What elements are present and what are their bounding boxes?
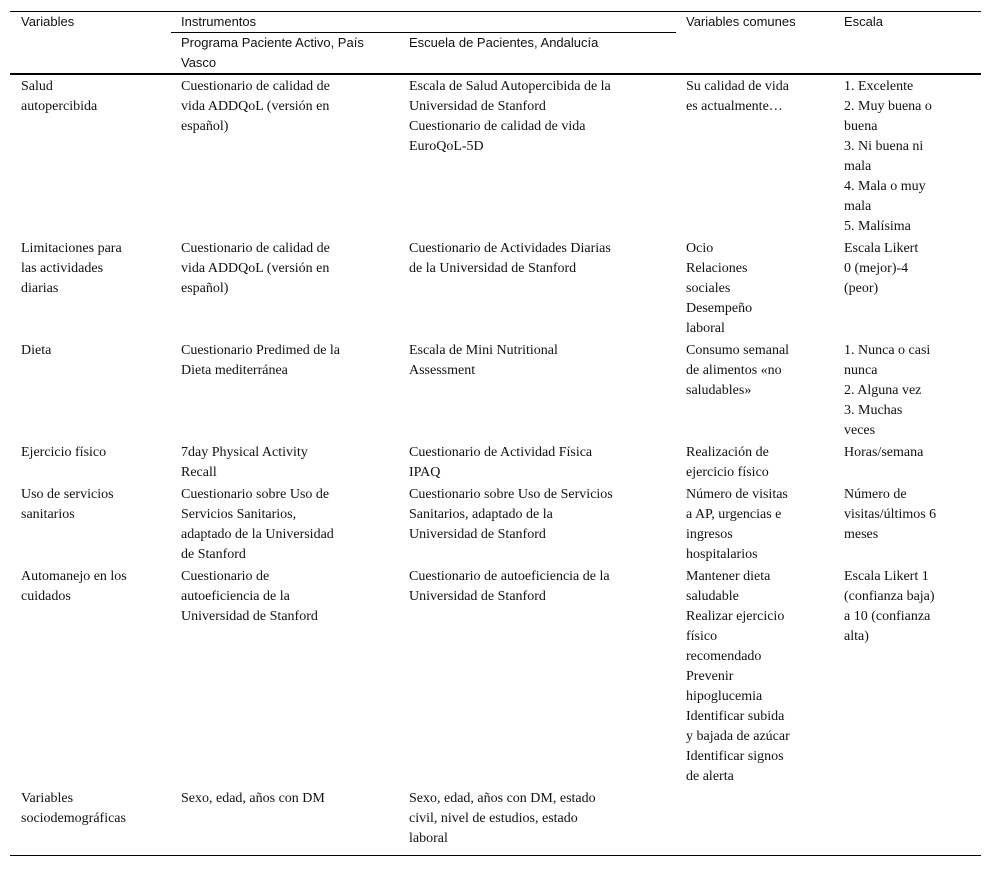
cell-line: Identificar signos <box>686 749 784 764</box>
instruments-table <box>10 11 981 856</box>
cell-line: Variables <box>21 791 74 806</box>
cell-line: mala <box>844 159 872 174</box>
cell-line: saludable <box>686 589 739 604</box>
cell-line: autopercibida <box>21 99 98 114</box>
cell-line: Cuestionario de Actividades Diarias <box>409 241 611 256</box>
cell-line: 5. Malísima <box>844 219 911 234</box>
cell-line: de alerta <box>686 769 734 784</box>
cell-variable <box>10 339 171 441</box>
cell-variable <box>10 237 171 339</box>
cell-variables-comunes <box>676 237 834 339</box>
cell-line: español) <box>181 281 229 296</box>
cell-variable <box>10 787 171 856</box>
cell-line: ingresos <box>686 527 733 542</box>
cell-line: laboral <box>686 321 725 336</box>
cell-line: Realización de <box>686 445 769 460</box>
cell-pais-vasco <box>171 565 399 787</box>
cell-escala <box>834 237 981 339</box>
table-row <box>10 483 981 565</box>
cell-andalucia <box>399 441 676 483</box>
cell-line: Salud <box>21 79 53 94</box>
cell-line: Mantener dieta <box>686 569 771 584</box>
cell-line: (peor) <box>844 281 879 296</box>
cell-pais-vasco <box>171 483 399 565</box>
cell-line: Sexo, edad, años con DM, estado <box>409 791 596 806</box>
cell-pais-vasco <box>171 787 399 856</box>
table-row <box>10 441 981 483</box>
cell-escala <box>834 339 981 441</box>
cell-line: vida ADDQoL (versión en <box>181 261 330 276</box>
cell-line: vida ADDQoL (versión en <box>181 99 330 114</box>
cell-escala <box>834 74 981 237</box>
cell-line: recomendado <box>686 649 762 664</box>
cell-line: Assessment <box>409 363 476 378</box>
cell-line: Relaciones <box>686 261 748 276</box>
cell-line: de alimentos «no <box>686 363 782 378</box>
cell-line: Escala de Salud Autopercibida de la <box>409 79 611 94</box>
cell-variables-comunes <box>676 565 834 787</box>
cell-escala <box>834 565 981 787</box>
cell-line: Cuestionario de <box>181 569 270 584</box>
cell-line: buena <box>844 119 878 134</box>
cell-line: a AP, urgencias e <box>686 507 782 522</box>
cell-pais-vasco <box>171 339 399 441</box>
cell-line: Cuestionario de autoeficiencia de la <box>409 569 610 584</box>
cell-line: Prevenir <box>686 669 734 684</box>
cell-variables-comunes <box>676 483 834 565</box>
table-row <box>10 237 981 339</box>
cell-line: Realizar ejercicio <box>686 609 785 624</box>
cell-line: Identificar subida <box>686 709 785 724</box>
cell-line: sanitarios <box>21 507 75 522</box>
cell-line: saludables» <box>686 383 752 398</box>
cell-line: Universidad de Stanford <box>409 589 546 604</box>
cell-line: Ejercicio físico <box>21 445 107 460</box>
table-row <box>10 787 981 856</box>
cell-line: sociodemográficas <box>21 811 126 826</box>
cell-line: nunca <box>844 363 878 378</box>
cell-line: 1. Excelente <box>844 79 914 94</box>
cell-line: Dieta mediterránea <box>181 363 288 378</box>
cell-line: Desempeño <box>686 301 753 316</box>
header-escala: Escala <box>834 12 981 75</box>
cell-line: Cuestionario de calidad de vida <box>409 119 586 134</box>
table-row <box>10 339 981 441</box>
cell-line: Consumo semanal <box>686 343 790 358</box>
table-row <box>10 565 981 787</box>
cell-line: 2. Muy buena o <box>844 99 932 114</box>
cell-line: sociales <box>686 281 731 296</box>
cell-andalucia <box>399 483 676 565</box>
cell-line: Universidad de Stanford <box>409 527 546 542</box>
header-variables-comunes: Variables comunes <box>676 12 834 75</box>
cell-line: (confianza baja) <box>844 589 935 604</box>
cell-andalucia <box>399 565 676 787</box>
cell-line: Escala Likert <box>844 241 919 256</box>
cell-line: laboral <box>409 831 448 846</box>
cell-line: 2. Alguna vez <box>844 383 922 398</box>
cell-line: Cuestionario Predimed de la <box>181 343 341 358</box>
cell-line: civil, nivel de estudios, estado <box>409 811 578 826</box>
cell-line: Limitaciones para <box>21 241 122 256</box>
cell-line: de Stanford <box>181 547 246 562</box>
cell-line: Número de visitas <box>686 487 788 502</box>
cell-line: hipoglucemia <box>686 689 763 704</box>
cell-variable <box>10 565 171 787</box>
cell-line: Escala de Mini Nutritional <box>409 343 558 358</box>
cell-line: veces <box>844 423 876 438</box>
cell-line: español) <box>181 119 229 134</box>
cell-line: hospitalarios <box>686 547 758 562</box>
cell-line: las actividades <box>21 261 104 276</box>
cell-line: es actualmente… <box>686 99 783 114</box>
cell-andalucia <box>399 339 676 441</box>
cell-variable <box>10 441 171 483</box>
cell-line: Servicios Sanitarios, <box>181 507 297 522</box>
cell-line: Sanitarios, adaptado de la <box>409 507 553 522</box>
cell-line: Sexo, edad, años con DM <box>181 791 325 806</box>
cell-variables-comunes <box>676 74 834 237</box>
cell-line: visitas/últimos 6 <box>844 507 937 522</box>
cell-line: y bajada de azúcar <box>686 729 790 744</box>
cell-line: autoeficiencia de la <box>181 589 290 604</box>
cell-line: Cuestionario sobre Uso de <box>181 487 330 502</box>
cell-line: físico <box>686 629 718 644</box>
cell-escala <box>834 483 981 565</box>
header-variables: Variables <box>10 12 171 75</box>
cell-line: Cuestionario de Actividad Física <box>409 445 593 460</box>
cell-pais-vasco <box>171 74 399 237</box>
cell-line: Dieta <box>21 343 52 358</box>
cell-line: a 10 (confianza <box>844 609 931 624</box>
cell-line: Cuestionario de calidad de <box>181 241 330 256</box>
cell-line: alta) <box>844 629 869 644</box>
table-row <box>10 74 981 237</box>
cell-andalucia <box>399 74 676 237</box>
cell-line: Cuestionario sobre Uso de Servicios <box>409 487 613 502</box>
cell-escala <box>834 441 981 483</box>
cell-line: Número de <box>844 487 907 502</box>
cell-line: EuroQoL-5D <box>409 139 484 154</box>
cell-line: Escala Likert 1 <box>844 569 929 584</box>
cell-andalucia <box>399 787 676 856</box>
cell-line: Universidad de Stanford <box>409 99 546 114</box>
cell-variables-comunes <box>676 441 834 483</box>
cell-line: cuidados <box>21 589 71 604</box>
cell-line: IPAQ <box>409 465 441 480</box>
cell-line: adaptado de la Universidad <box>181 527 334 542</box>
cell-line: 4. Mala o muy <box>844 179 926 194</box>
cell-line: Recall <box>181 465 217 480</box>
cell-line: diarias <box>21 281 59 296</box>
cell-line: ejercicio físico <box>686 465 769 480</box>
cell-line: Automanejo en los <box>21 569 127 584</box>
cell-line: 0 (mejor)-4 <box>844 261 909 276</box>
header-pais-vasco: Programa Paciente Activo, País Vasco <box>171 33 399 75</box>
header-andalucia: Escuela de Pacientes, Andalucía <box>399 33 676 75</box>
header-instrumentos: Instrumentos <box>171 12 676 33</box>
cell-line: de la Universidad de Stanford <box>409 261 577 276</box>
cell-variable <box>10 483 171 565</box>
cell-escala <box>834 787 981 856</box>
cell-line: Universidad de Stanford <box>181 609 318 624</box>
cell-line: 1. Nunca o casi <box>844 343 931 358</box>
table-body <box>10 74 981 856</box>
cell-variable <box>10 74 171 237</box>
cell-line: meses <box>844 527 879 542</box>
cell-line: 3. Muchas <box>844 403 903 418</box>
cell-andalucia <box>399 237 676 339</box>
cell-variables-comunes <box>676 339 834 441</box>
cell-line: 3. Ni buena ni <box>844 139 924 154</box>
cell-pais-vasco <box>171 237 399 339</box>
cell-line: Su calidad de vida <box>686 79 790 94</box>
cell-variables-comunes <box>676 787 834 856</box>
header-row <box>10 12 981 33</box>
cell-line: Uso de servicios <box>21 487 114 502</box>
cell-line: Cuestionario de calidad de <box>181 79 330 94</box>
cell-pais-vasco <box>171 441 399 483</box>
cell-line: Ocio <box>686 241 714 256</box>
cell-line: mala <box>844 199 872 214</box>
cell-line: 7day Physical Activity <box>181 445 308 460</box>
cell-line: Horas/semana <box>844 445 924 460</box>
